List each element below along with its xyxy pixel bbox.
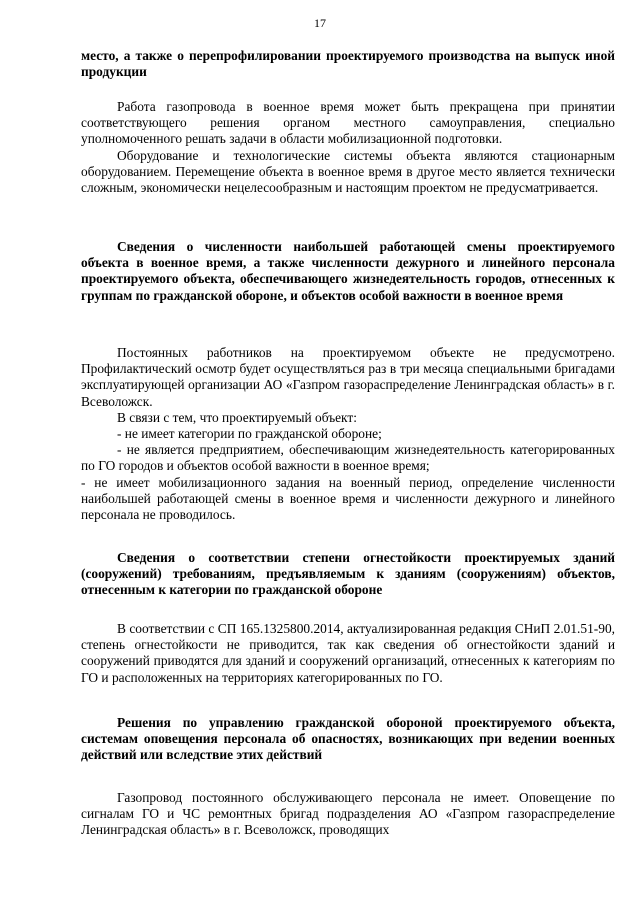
section-heading-3 xyxy=(81,550,615,599)
page-number: 17 xyxy=(314,16,326,30)
paragraph: Оборудование и технологические системы объекта являются стационарным оборудованием. Перемещение объекта в военное время в другое место является технически сложным, экономически нецелесообразным и настоящим проектом не предусматривается. xyxy=(81,147,615,196)
section-body-3 xyxy=(81,621,615,686)
heading-text: Сведения о соответствии степени огнестойкости проектируемых зданий (сооружений) требованиям, предъявляемым к зданиям (сооружениям) объектов, отнесенным к категории по гражданской обороне xyxy=(81,550,615,598)
section-heading-2 xyxy=(81,239,615,304)
list-item: - не имеет мобилизационного задания на военный период, определение численности наибольшей работающей смены в военное время и численности дежурного и линейного персонала не проводилось. xyxy=(81,474,615,523)
paragraph: Работа газопровода в военное время может быть прекращена при принятии соответствующего решения органом местного самоуправления, специально уполномоченного решать задачи в области мобилизационной подготовки. xyxy=(81,99,615,147)
section-heading-4 xyxy=(81,715,615,764)
heading-text: Сведения о численности наибольшей работающей смены проектируемого объекта в военное время, а также численности дежурного и линейного персонала проектируемого объекта, обеспечивающего жизнедеятельность городов, отнесенных к группам по гражданской обороне, и объектов особой важности в военное время xyxy=(81,239,615,303)
heading-text: место, а также о перепрофилировании проектируемого производства на выпуск иной продукции xyxy=(81,48,615,80)
paragraph: В связи с тем, что проектируемый объект: xyxy=(117,409,357,425)
section-body-2 xyxy=(81,345,615,523)
list-item: - не имеет категории по гражданской обороне; xyxy=(117,426,382,442)
heading-text: Решения по управлению гражданской обороной проектируемого объекта, системам оповещения персонала об опасностях, возникающих при ведении военных действий или вследствие этих действий xyxy=(81,715,615,763)
section-body-4 xyxy=(81,790,615,839)
list-item: - не является предприятием, обеспечивающим жизнедеятельность категорированных по ГО городов и объектов особой важности в военное время; xyxy=(81,442,615,474)
paragraph: Газопровод постоянного обслуживающего персонала не имеет. Оповещение по сигналам ГО и ЧС ремонтных бригад подразделения АО «Газпром газораспределение Ленинградская область» в г. Всеволожск, проводящих xyxy=(81,790,615,838)
paragraph: В соответствии с СП 165.1325800.2014, актуализированная редакция СНиП 2.01.51-90, степень огнестойкости не приводится, так как сведения об огнестойкости зданий и сооружений приводятся для зданий и сооружений организаций, отнесенных к категориям по ГО и расположенных на территориях категорированных по ГО. xyxy=(81,621,615,685)
paragraph: Постоянных работников на проектируемом объекте не предусмотрено. Профилактический осмотр будет осуществляться раз в три месяца специальными бригадами эксплуатирующей организации АО «Газпром газораспределение Ленинградская область» в г. Всеволожск. xyxy=(81,345,615,409)
section-body-1 xyxy=(81,99,615,196)
section-heading-continuation xyxy=(81,48,615,80)
